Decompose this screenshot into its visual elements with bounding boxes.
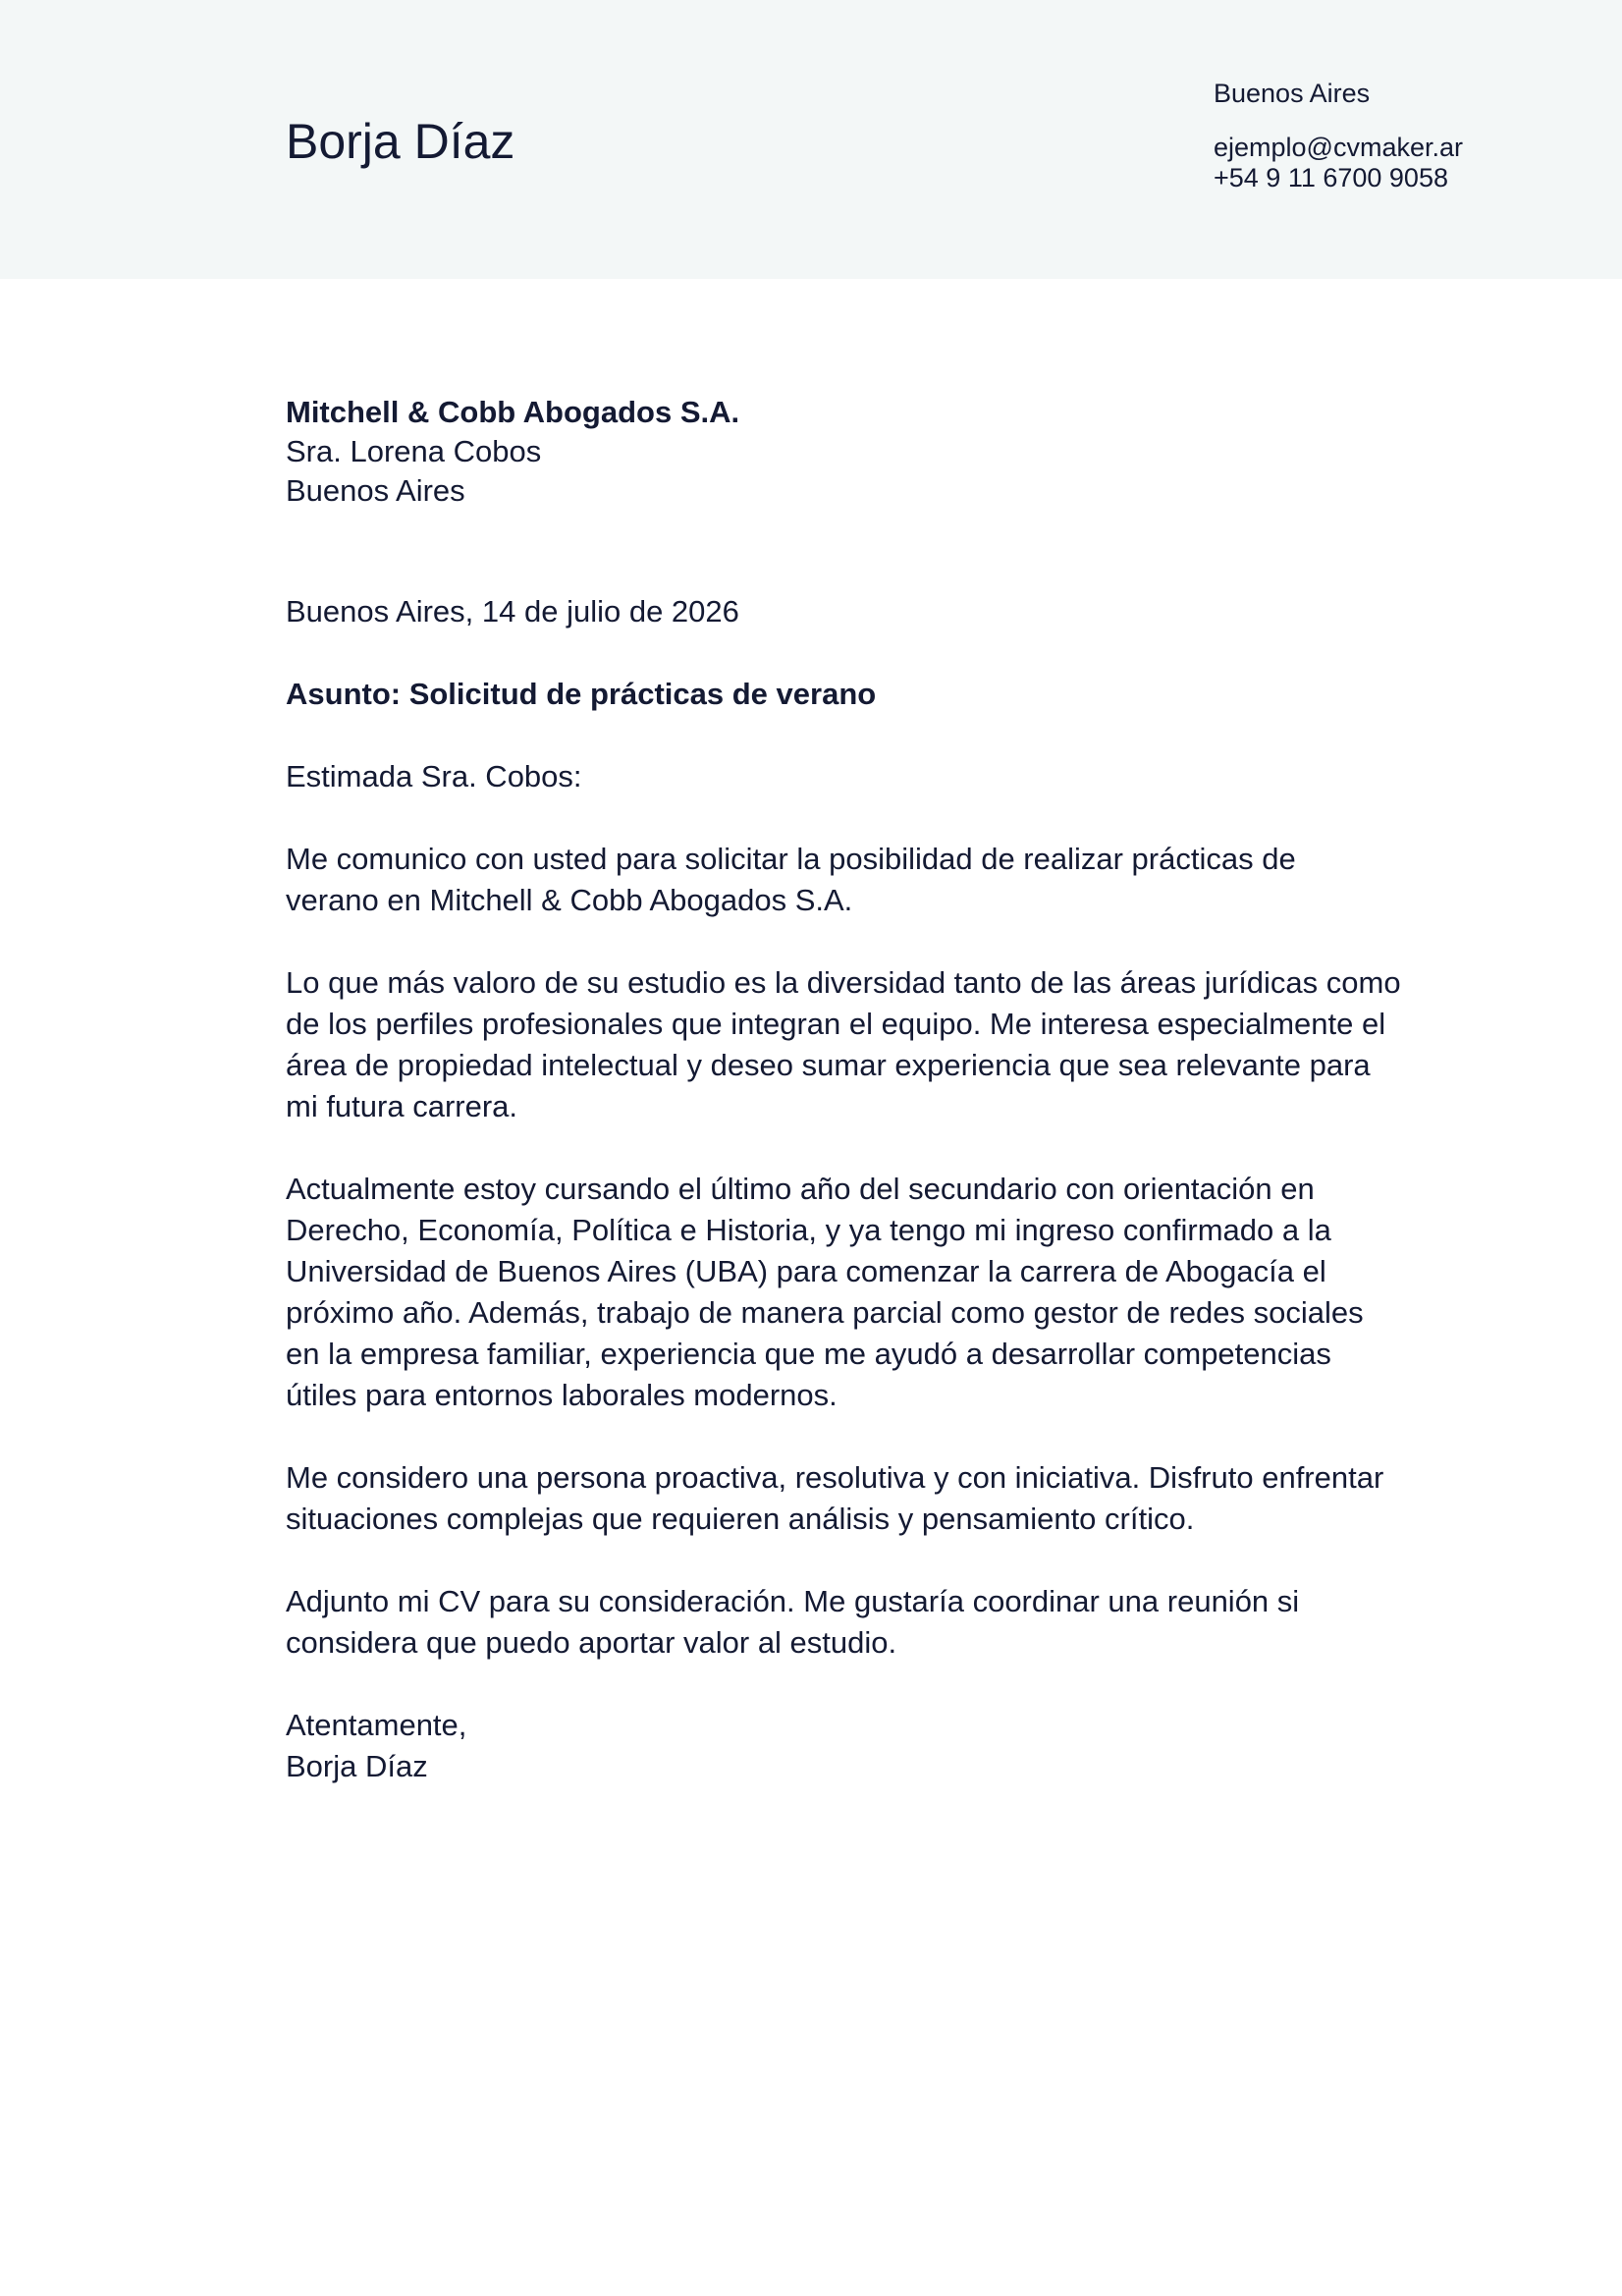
sender-email: ejemplo@cvmaker.ar [1214, 133, 1463, 162]
letter-body [286, 591, 1401, 1829]
paragraph-line: área de propiedad intelectual y deseo sumar experiencia que sea relevante para [286, 1048, 1371, 1082]
paragraph-line: útiles para entornos laborales modernos. [286, 1378, 838, 1412]
letter-date: Buenos Aires, 14 de julio de 2026 [286, 594, 739, 629]
letter-signoff [286, 1705, 1366, 1787]
paragraph-line: Derecho, Economía, Política e Historia, y ya tengo mi ingreso confirmado a la [286, 1213, 1331, 1247]
sender-city: Buenos Aires [1214, 79, 1371, 108]
paragraph-line: Lo que más valoro de su estudio es la diversidad tanto de las áreas jurídicas como [286, 965, 1401, 1000]
header-band [0, 0, 1622, 279]
paragraph-line: verano en Mitchell & Cobb Abogados S.A. [286, 883, 853, 917]
paragraph-line: considera que puedo aportar valor al estudio. [286, 1625, 897, 1660]
paragraph-line: mi futura carrera. [286, 1089, 518, 1123]
paragraph-background [286, 1169, 1366, 1416]
sender-name: Borja Díaz [286, 114, 515, 169]
letter-greeting: Estimada Sra. Cobos: [286, 759, 582, 793]
paragraph-request [286, 839, 1366, 921]
paragraph-qualities [286, 1457, 1384, 1540]
letter-signature: Borja Díaz [286, 1749, 428, 1783]
recipient-company: Mitchell & Cobb Abogados S.A. [286, 395, 740, 429]
paragraph-line: en la empresa familiar, experiencia que me ayudó a desarrollar competencias [286, 1337, 1331, 1371]
recipient-city: Buenos Aires [286, 473, 465, 508]
contact-block [1214, 79, 1463, 193]
paragraph-line: próximo año. Además, trabajo de manera parcial como gestor de redes sociales [286, 1295, 1364, 1330]
paragraph-line: de los perfiles profesionales que integran el equipo. Me interesa especialmente el [286, 1007, 1386, 1041]
paragraph-line: Actualmente estoy cursando el último año del secundario con orientación en [286, 1172, 1315, 1206]
recipient-person: Sra. Lorena Cobos [286, 434, 542, 468]
recipient-block [286, 393, 739, 511]
letter-subject: Asunto: Solicitud de prácticas de verano [286, 677, 877, 711]
paragraph-line: Universidad de Buenos Aires (UBA) para comenzar la carrera de Abogacía el [286, 1254, 1326, 1288]
letter-closing: Atentamente, [286, 1708, 467, 1742]
paragraph-line: situaciones complejas que requieren análisis y pensamiento crítico. [286, 1502, 1195, 1536]
sender-phone: +54 9 11 6700 9058 [1214, 163, 1448, 192]
paragraph-line: Adjunto mi CV para su consideración. Me gustaría coordinar una reunión si [286, 1584, 1300, 1618]
paragraph-line: Me considero una persona proactiva, resolutiva y con iniciativa. Disfruto enfrentar [286, 1460, 1384, 1495]
paragraph-attachment [286, 1581, 1366, 1664]
paragraph-motivation [286, 962, 1401, 1127]
paragraph-line: Me comunico con usted para solicitar la posibilidad de realizar prácticas de [286, 842, 1296, 876]
